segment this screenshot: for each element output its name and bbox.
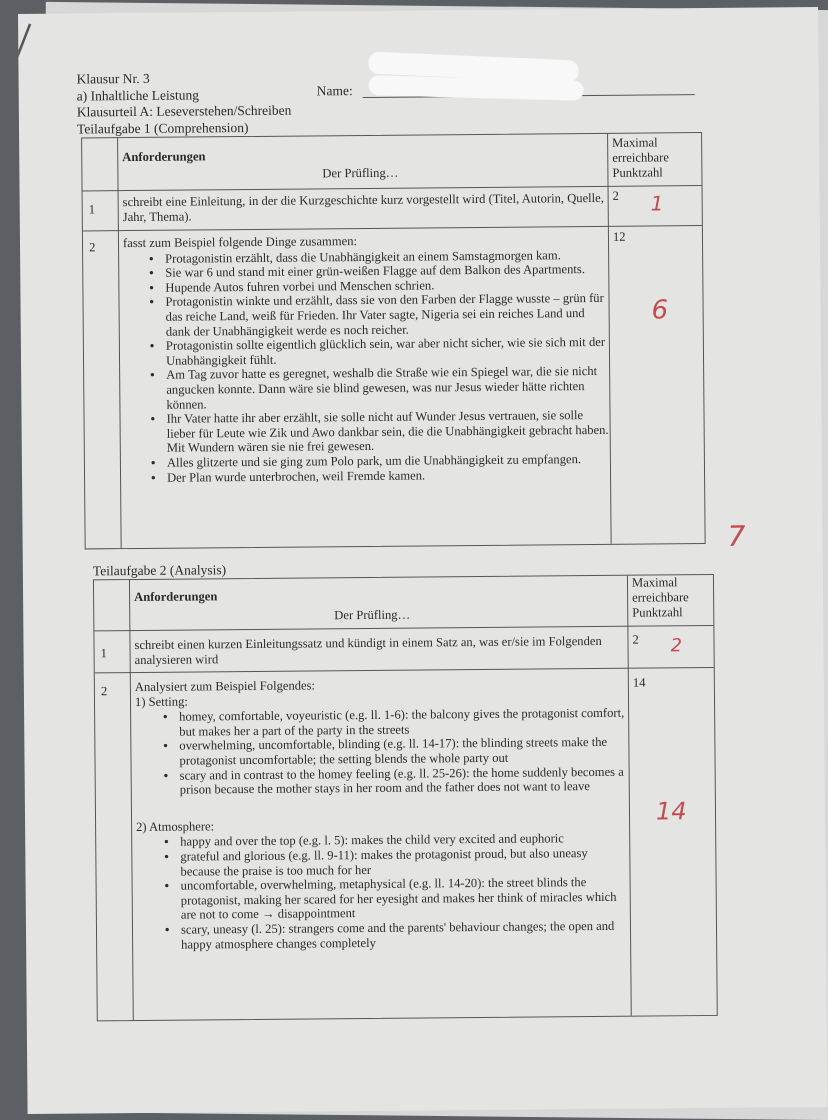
atmosphere-label: 2) Atmosphere: (136, 819, 215, 834)
exam-number: Klausur Nr. 3 (76, 70, 150, 87)
handwritten-score: 14 (655, 797, 687, 826)
list-item: • grateful and glorious (e.g. ll. 9-11): makes the protagonist proud, but also uneasy because the praise is too much for her (164, 846, 626, 879)
list-item: • Protagonistin sollte eigentlich glücklich sein, war aber nicht sicher, wie sie sich mit der Unabhängigkeit fühlt. (150, 335, 608, 368)
list-item: • Sie war 6 und stand mit einer grün-weißen Flagge auf dem Balkon des Apartments. (149, 262, 607, 281)
points-header: Maximal erreichbare Punktzahl (631, 575, 689, 620)
list-item: • Protagonistin erzählt, dass die Unabhängigkeit an einem Samstagmorgen kam. (149, 247, 607, 266)
list-item: • scary, uneasy (l. 25): strangers come and the parents' behaviour changes; the open and happy atmosphere changes completely (165, 919, 627, 952)
handwritten-score: 6 (651, 295, 669, 326)
row-intro: Analysiert zum Beispiel Folgendes: (134, 678, 316, 695)
row-content (123, 232, 609, 485)
list-item: • Am Tag zuvor hatte es geregnet, weshalb die Straße wie ein Spiegel war, die sie nicht angucken konnte. Dann wäre sie blind gewesen, was nur Jesus wieder hätte richten können. (150, 364, 608, 412)
requirements-header: Anforderungen (122, 149, 206, 165)
handwritten-score: 2 (670, 635, 683, 657)
row-content (135, 676, 627, 952)
row-number: 1 (88, 202, 96, 217)
row-number: 2 (88, 240, 96, 255)
row-number: 1 (100, 646, 107, 661)
max-points: 12 (612, 229, 626, 244)
task2-table (93, 574, 718, 1021)
row-text: schreibt einen kurzen Einleitungssatz und kündigt in einem Satz an, was er/sie im Folgenden analysieren wird (134, 633, 602, 667)
setting-label: 1) Setting: (134, 694, 188, 709)
requirements-header: Anforderungen (134, 589, 218, 605)
handwritten-score: 1 (650, 191, 664, 216)
exam-sheet (18, 7, 828, 1114)
max-points: 2 (612, 188, 619, 203)
setting-list (163, 706, 626, 798)
row-text: schreibt eine Einleitung, in der die Kurzgeschichte kurz vorgestellt wird (Titel, Autorin, Quelle, Jahr, Thema). (122, 190, 604, 224)
task1-title: Teilaufgabe 1 (Comprehension) (76, 119, 249, 137)
list-item: • Der Plan wurde unterbrochen, weil Fremde kamen. (151, 466, 609, 485)
summary-list (149, 247, 609, 484)
part-title: Klausurteil A: Leseverstehen/Schreiben (76, 102, 292, 120)
list-item: • Hupende Autos fuhren vorbei und Menschen schrien. (149, 277, 607, 296)
list-item: • homey, comfortable, voyeuristic (e.g. ll. 1-6): the balcony gives the protagonist comfort, but makes her a part of the party in the streets (163, 706, 625, 739)
task2-title: Teilaufgabe 2 (Analysis) (92, 562, 227, 579)
candidate-header: Der Prüfling… (322, 165, 399, 181)
list-item: • happy and over the top (e.g. l. 5): makes the child very excited and euphoric (164, 831, 626, 850)
list-item: • uncomfortable, overwhelming, metaphysical (e.g. ll. 14-20): the street blinds the protagonist, making her scared for her eyesight and makes her think of miracles which are not to come → disappointment (165, 875, 627, 923)
max-points: 2 (632, 632, 639, 647)
atmosphere-list (164, 831, 627, 952)
list-item: • Ihr Vater hatte ihr aber erzählt, sie solle nicht auf Wunder Jesus vertrauen, sie solle lieber für Leute wie Zik und Awo dankbar sein, die die Unabhängigkeit gebracht haben. Mit Wundern wären sie nie frei gewesen. (150, 408, 608, 456)
list-item: • Protagonistin winkte und erzählt, dass sie von den Farben der Flagge wusste – grün für das reiche Land, weiß für Frieden. Ihr Vater sagte, Nigeria sei ein reiches Land und dank der Unabhängigkeit werde es noch reicher. (149, 291, 607, 339)
pen-stroke-mark (18, 20, 38, 70)
row-number: 2 (100, 684, 108, 699)
handwritten-total: 7 (727, 519, 746, 553)
list-item: • Alles glitzerte und sie ging zum Polo park, um die Unabhängigkeit zu empfangen. (151, 452, 609, 471)
list-item: • scary and in contrast to the homey feeling (e.g. ll. 25-26): the home suddenly becomes a prison because the mother stays in her room and the father does not want to leave (164, 764, 626, 797)
list-item: • overwhelming, uncomfortable, blinding (e.g. ll. 14-17): the blinding streets make the protagonist uncomfortable; the setting blends the whole party out (163, 735, 625, 768)
points-header: Maximal erreichbare Punktzahl (612, 135, 669, 180)
name-label: Name: (316, 83, 353, 99)
max-points: 14 (632, 675, 646, 690)
section-a-title: a) Inhaltliche Leistung (76, 87, 199, 104)
row-intro: fasst zum Beispiel folgende Dinge zusammen: (122, 234, 358, 251)
candidate-header: Der Prüfling… (334, 607, 411, 623)
task1-table (81, 132, 706, 549)
